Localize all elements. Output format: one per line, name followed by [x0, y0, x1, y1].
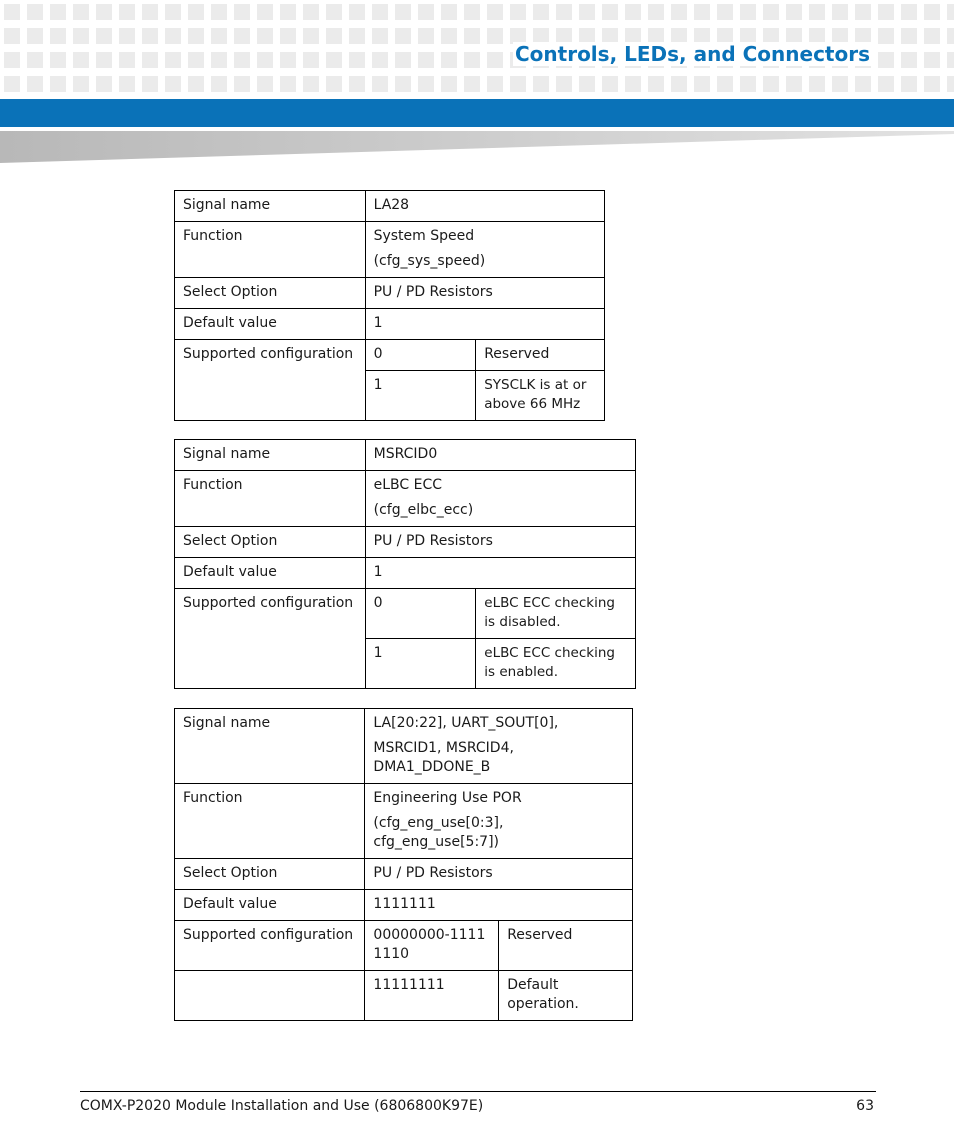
function-label: Function: [175, 784, 365, 859]
header-pattern-cell: [303, 76, 319, 92]
function-line: System Speed: [373, 228, 475, 244]
header-pattern-cell: [740, 76, 756, 92]
header-pattern-cell: [579, 4, 595, 20]
header-pattern-cell: [878, 4, 894, 20]
header-pattern-cell: [441, 76, 457, 92]
config-value: 0: [365, 340, 476, 371]
footer-rule: [80, 1091, 876, 1092]
signal-table-engineering-use: [174, 708, 633, 1021]
header-pattern-cell: [947, 28, 954, 44]
table-row: [175, 471, 636, 527]
header-pattern-cell: [4, 28, 20, 44]
function-value: [365, 222, 604, 278]
header-pattern-cell: [464, 4, 480, 20]
header-pattern-cell: [878, 52, 894, 68]
function-label: Function: [175, 222, 366, 278]
header-pattern-cell: [188, 4, 204, 20]
config-value: 00000000-11111110: [365, 921, 499, 971]
config-value: 1: [365, 639, 476, 689]
header-pattern-cell: [395, 28, 411, 44]
header-pattern-cell: [625, 76, 641, 92]
header-pattern-cell: [280, 76, 296, 92]
header-pattern-cell: [763, 4, 779, 20]
header-pattern-cell: [947, 4, 954, 20]
header-pattern-cell: [786, 76, 802, 92]
select-option-value: PU / PD Resistors: [365, 527, 635, 558]
header-pattern-cell: [188, 52, 204, 68]
header-pattern-cell: [855, 76, 871, 92]
header-pattern-cell: [832, 76, 848, 92]
header-gray-wedge: [0, 131, 954, 163]
header-pattern-cell: [211, 52, 227, 68]
function-value: [365, 471, 635, 527]
function-line: (cfg_elbc_ecc): [373, 502, 474, 518]
table-row: [175, 309, 605, 340]
header-pattern-cell: [372, 52, 388, 68]
header-pattern-cell: [809, 4, 825, 20]
select-option-value: PU / PD Resistors: [365, 278, 604, 309]
header-pattern-cell: [119, 76, 135, 92]
config-value: 11111111: [365, 971, 499, 1021]
header-pattern-cell: [533, 4, 549, 20]
header-pattern-cell: [234, 52, 250, 68]
header-pattern-cell: [418, 28, 434, 44]
table-row: [175, 440, 636, 471]
header-pattern-cell: [625, 4, 641, 20]
header-pattern-cell: [257, 76, 273, 92]
config-description: Reserved: [499, 921, 633, 971]
header-pattern-cell: [717, 4, 733, 20]
default-value-label: Default value: [175, 558, 366, 589]
header-pattern-cell: [50, 28, 66, 44]
header-pattern-cell: [579, 76, 595, 92]
supported-config-label: Supported configuration: [175, 340, 366, 421]
header-pattern-cell: [510, 76, 526, 92]
header-pattern-cell: [27, 76, 43, 92]
header-pattern-cell: [349, 76, 365, 92]
header-pattern-cell: [142, 52, 158, 68]
function-line: (cfg_eng_use[0:3], cfg_eng_use[5:7]): [373, 815, 504, 850]
supported-config-label: Supported configuration: [175, 921, 365, 971]
signal-name-label: Signal name: [175, 440, 366, 471]
header-pattern-cell: [924, 52, 940, 68]
header-pattern-cell: [326, 4, 342, 20]
header-pattern-cell: [533, 76, 549, 92]
signal-table-msrcid0: [174, 439, 636, 689]
header-pattern-cell: [556, 76, 572, 92]
header-pattern-cell: [418, 4, 434, 20]
header-pattern-cell: [648, 76, 664, 92]
select-option-label: Select Option: [175, 278, 366, 309]
header-pattern-cell: [119, 4, 135, 20]
config-description: Reserved: [476, 340, 605, 371]
function-line: Engineering Use POR: [373, 790, 522, 806]
header-pattern-cell: [27, 4, 43, 20]
header-pattern-cell: [142, 76, 158, 92]
header-pattern-cell: [257, 4, 273, 20]
header-pattern-cell: [303, 52, 319, 68]
header-pattern-cell: [947, 76, 954, 92]
signal-name-label: Signal name: [175, 191, 366, 222]
header-pattern-cell: [349, 28, 365, 44]
header-pattern-cell: [395, 4, 411, 20]
header-pattern-cell: [211, 4, 227, 20]
header-pattern-cell: [809, 76, 825, 92]
header-pattern-cell: [464, 52, 480, 68]
header-pattern-cell: [50, 76, 66, 92]
config-description: eLBC ECC checking is disabled.: [476, 589, 636, 639]
function-label: Function: [175, 471, 366, 527]
header-pattern-cell: [441, 28, 457, 44]
header-pattern-cell: [648, 4, 664, 20]
header-pattern-cell: [96, 52, 112, 68]
table-row: [175, 527, 636, 558]
header-pattern-cell: [27, 28, 43, 44]
header-pattern-cell: [4, 76, 20, 92]
header-pattern-cell: [326, 28, 342, 44]
header-pattern-cell: [418, 76, 434, 92]
header-pattern-cell: [395, 52, 411, 68]
header-pattern-cell: [717, 76, 733, 92]
select-option-label: Select Option: [175, 859, 365, 890]
header-pattern-cell: [96, 4, 112, 20]
signal-name-label: Signal name: [175, 709, 365, 784]
header-pattern-cell: [464, 28, 480, 44]
header-pattern-cell: [303, 4, 319, 20]
table-row: [175, 890, 633, 921]
header-pattern-cell: [372, 4, 388, 20]
default-value-label: Default value: [175, 890, 365, 921]
header-pattern-cell: [280, 52, 296, 68]
header-pattern-cell: [27, 52, 43, 68]
table-row: [175, 859, 633, 890]
header-pattern-cell: [694, 76, 710, 92]
header-pattern-cell: [119, 52, 135, 68]
header-pattern-cell: [165, 76, 181, 92]
header-pattern-cell: [556, 4, 572, 20]
header-pattern-cell: [73, 52, 89, 68]
header-pattern-cell: [395, 76, 411, 92]
config-description: SYSCLK is at or above 66 MHz: [476, 371, 605, 421]
header-pattern-cell: [119, 28, 135, 44]
header-pattern-cell: [234, 28, 250, 44]
header-pattern-cell: [878, 28, 894, 44]
header-pattern-cell: [901, 28, 917, 44]
table-row: [175, 784, 633, 859]
header-pattern-cell: [694, 4, 710, 20]
header-pattern-cell: [280, 28, 296, 44]
header-pattern-cell: [165, 4, 181, 20]
header-pattern-cell: [280, 4, 296, 20]
header-pattern-cell: [257, 28, 273, 44]
config-description: Default operation.: [499, 971, 633, 1021]
header-pattern-cell: [326, 76, 342, 92]
function-line: eLBC ECC: [373, 477, 443, 493]
config-value: 0: [365, 589, 476, 639]
header-pattern-cell: [947, 52, 954, 68]
header-pattern-cell: [924, 4, 940, 20]
function-line: (cfg_sys_speed): [373, 253, 486, 269]
header-pattern-cell: [441, 4, 457, 20]
header-pattern-cell: [211, 76, 227, 92]
header-pattern-cell: [487, 52, 503, 68]
header-pattern-cell: [188, 28, 204, 44]
header-pattern-cell: [441, 52, 457, 68]
footer-page-number: 63: [856, 1098, 874, 1114]
header-pattern-cell: [257, 52, 273, 68]
header-pattern-cell: [487, 4, 503, 20]
header-pattern-cell: [73, 76, 89, 92]
header-pattern-cell: [372, 28, 388, 44]
header-pattern-cell: [924, 76, 940, 92]
header-pattern-cell: [349, 4, 365, 20]
header-pattern-cell: [303, 28, 319, 44]
header-pattern-cell: [671, 4, 687, 20]
table-row: [175, 340, 605, 371]
header-pattern-cell: [349, 52, 365, 68]
empty-cell: [175, 971, 365, 1021]
header-pattern-cell: [234, 76, 250, 92]
select-option-value: PU / PD Resistors: [365, 859, 633, 890]
header-pattern-cell: [418, 52, 434, 68]
table-row: [175, 589, 636, 639]
header-pattern-cell: [855, 4, 871, 20]
header-pattern-cell: [96, 76, 112, 92]
table-row: [175, 971, 633, 1021]
header-pattern-cell: [510, 4, 526, 20]
header-pattern-cell: [487, 28, 503, 44]
header-pattern-cell: [671, 76, 687, 92]
header-pattern-cell: [142, 4, 158, 20]
select-option-label: Select Option: [175, 527, 366, 558]
signal-line: LA[20:22], UART_SOUT[0],: [373, 715, 559, 731]
header-pattern-cell: [832, 4, 848, 20]
default-value: 1111111: [365, 890, 633, 921]
table-row: [175, 278, 605, 309]
header-pattern-cell: [326, 52, 342, 68]
config-description: eLBC ECC checking is enabled.: [476, 639, 636, 689]
header-pattern-cell: [165, 52, 181, 68]
header-pattern-cell: [786, 4, 802, 20]
header-pattern-cell: [901, 4, 917, 20]
table-row: [175, 191, 605, 222]
header-pattern-cell: [924, 28, 940, 44]
signal-name-value: MSRCID0: [365, 440, 635, 471]
default-value: 1: [365, 309, 604, 340]
header-pattern-cell: [602, 4, 618, 20]
header-pattern-cell: [4, 4, 20, 20]
table-row: [175, 709, 633, 784]
signal-name-value: [365, 709, 633, 784]
header-pattern-cell: [740, 4, 756, 20]
header-pattern-cell: [487, 76, 503, 92]
header-pattern-cell: [878, 76, 894, 92]
header-pattern-cell: [901, 52, 917, 68]
signal-name-value: LA28: [365, 191, 604, 222]
default-value: 1: [365, 558, 635, 589]
config-value: 1: [365, 371, 476, 421]
header-pattern-cell: [211, 28, 227, 44]
header-pattern-cell: [142, 28, 158, 44]
default-value-label: Default value: [175, 309, 366, 340]
header-pattern-cell: [50, 4, 66, 20]
supported-config-label: Supported configuration: [175, 589, 366, 689]
table-row: [175, 558, 636, 589]
header-pattern-cell: [372, 76, 388, 92]
header-blue-bar: [0, 99, 954, 127]
header-pattern-cell: [763, 76, 779, 92]
header-pattern-cell: [165, 28, 181, 44]
function-value: [365, 784, 633, 859]
header-pattern-cell: [50, 52, 66, 68]
signal-table-la28: [174, 190, 605, 421]
header-pattern-cell: [901, 76, 917, 92]
header-pattern-cell: [188, 76, 204, 92]
table-row: [175, 222, 605, 278]
page-section-title: Controls, LEDs, and Connectors: [514, 42, 870, 66]
header-pattern-cell: [4, 52, 20, 68]
header-pattern-cell: [234, 4, 250, 20]
header-pattern-cell: [96, 28, 112, 44]
header-pattern-cell: [602, 76, 618, 92]
header-pattern-cell: [73, 28, 89, 44]
header-pattern-cell: [73, 4, 89, 20]
footer-document-title: COMX-P2020 Module Installation and Use (6806800K97E): [80, 1098, 484, 1114]
header-pattern-cell: [464, 76, 480, 92]
signal-line: MSRCID1, MSRCID4, DMA1_DDONE_B: [373, 740, 514, 775]
table-row: [175, 921, 633, 971]
